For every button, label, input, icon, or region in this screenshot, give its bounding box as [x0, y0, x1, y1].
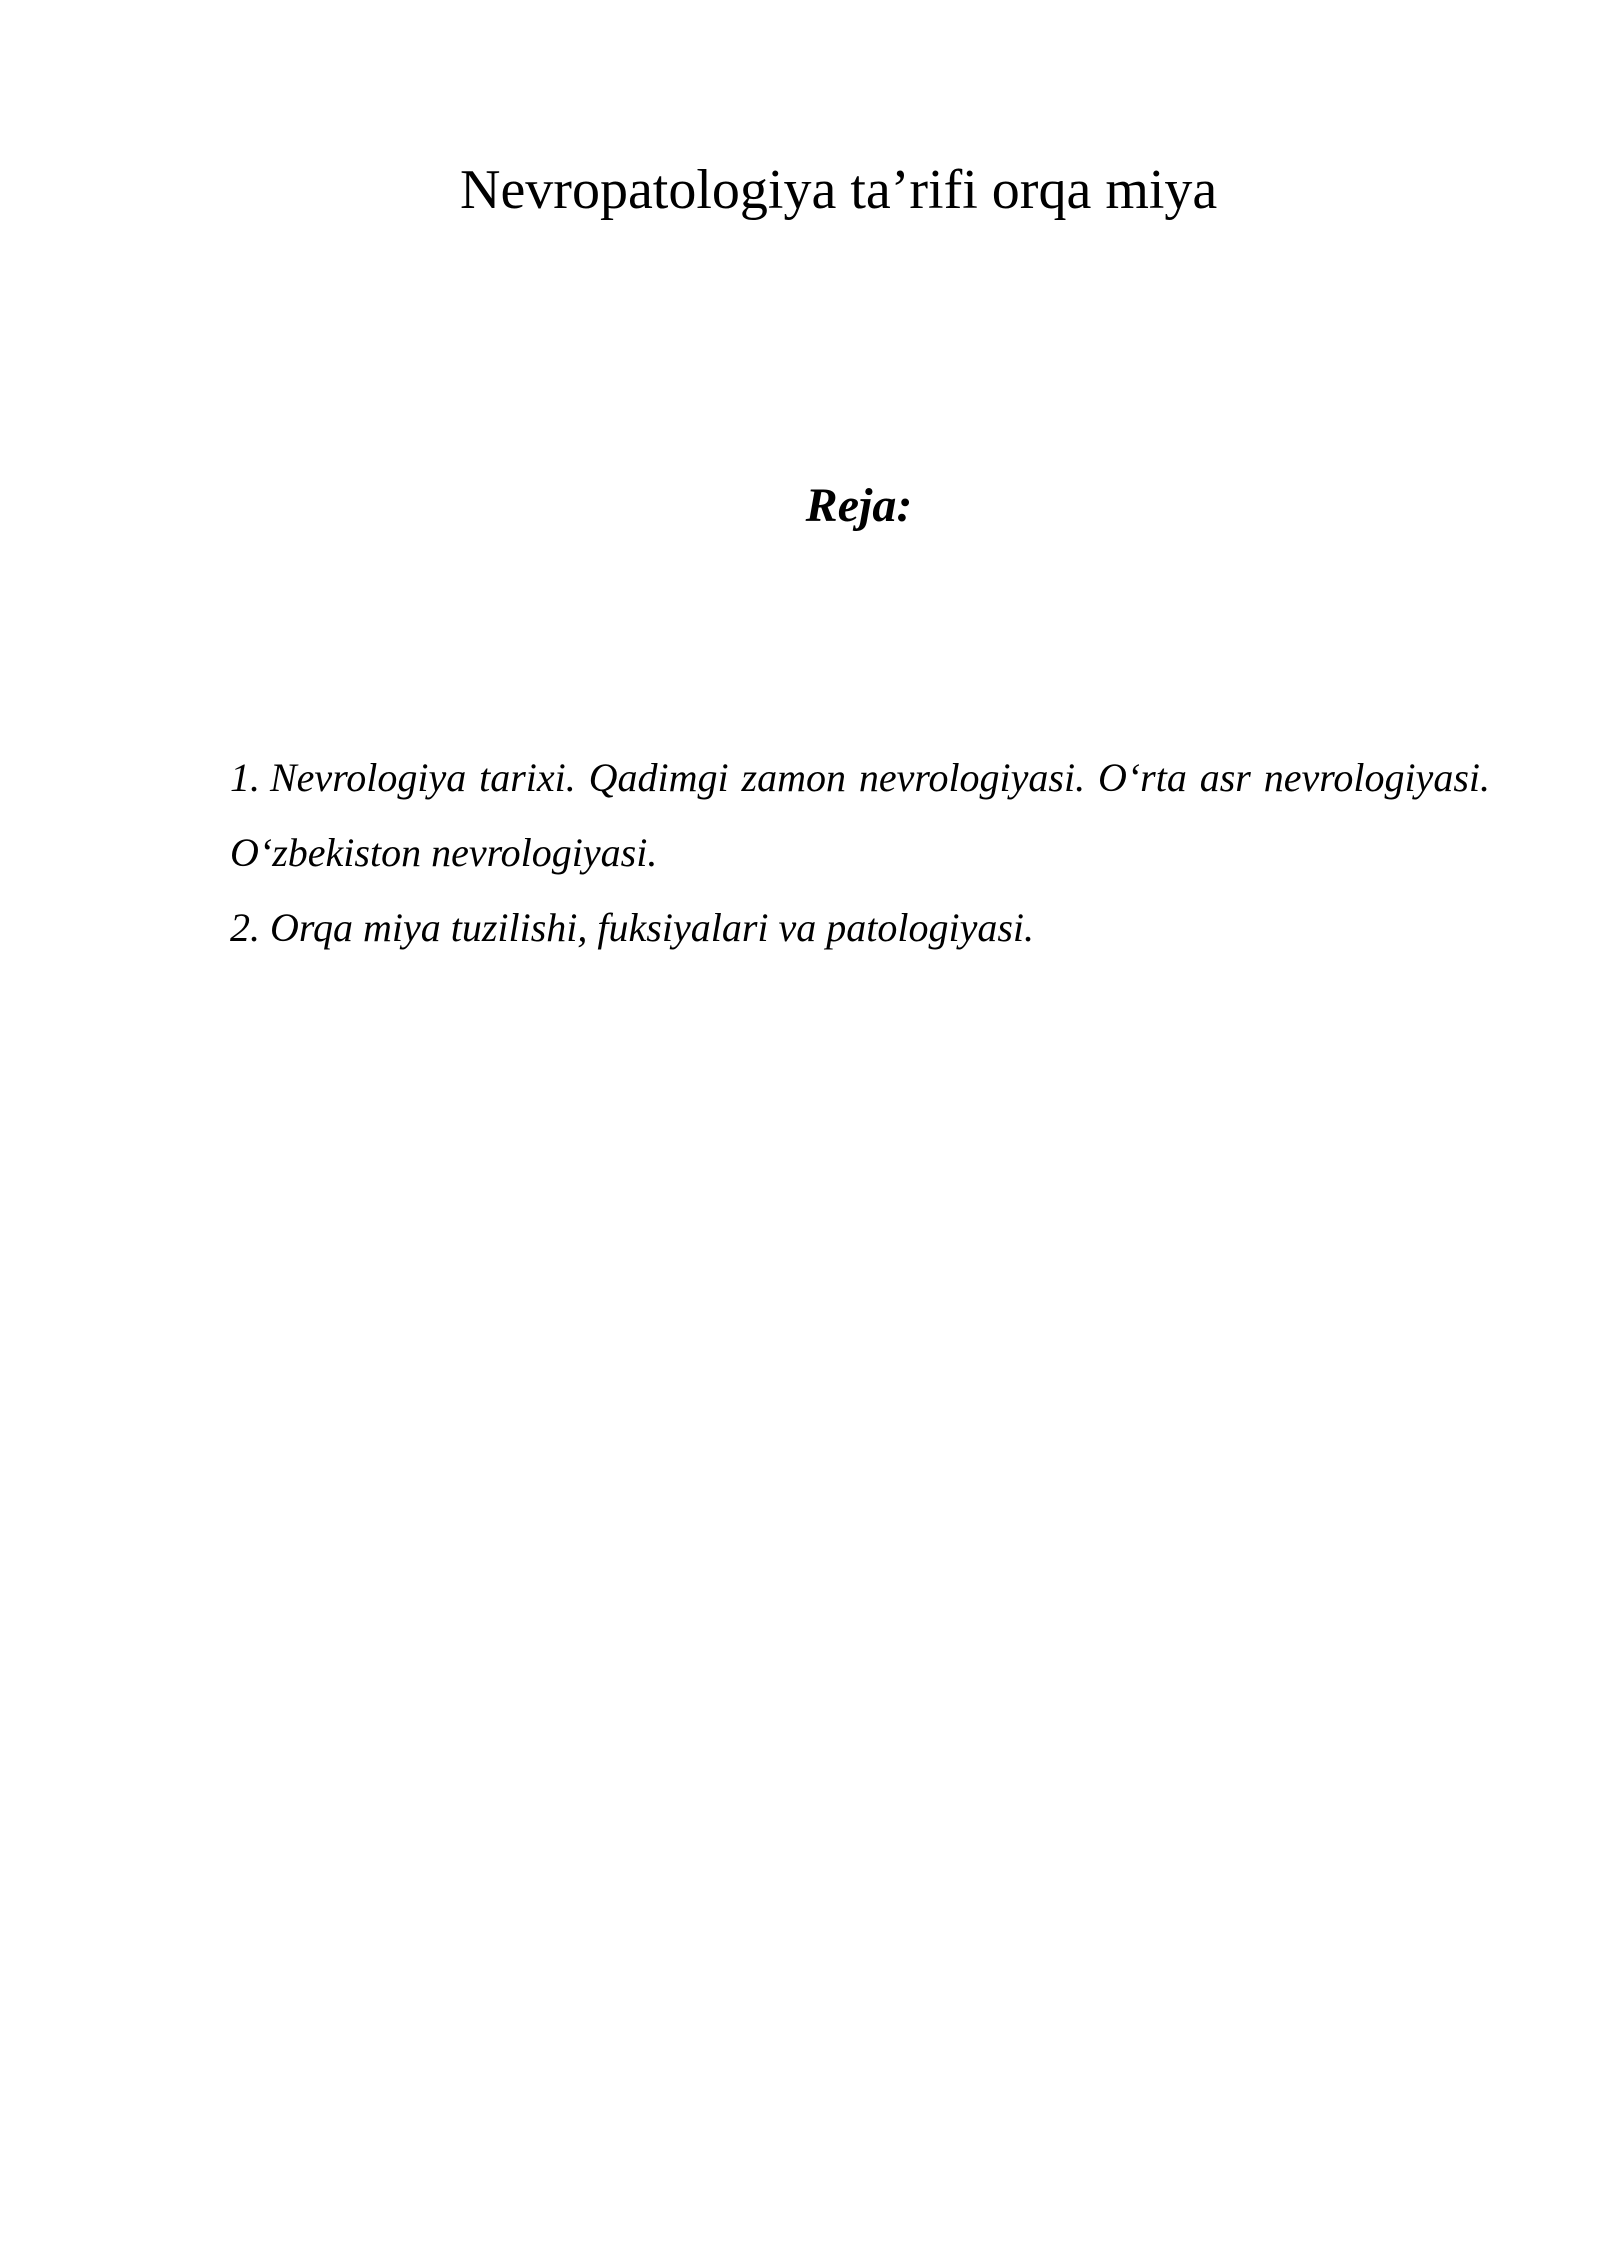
- plan-item-1: [230, 740, 1490, 890]
- plan-item-text: Orqa miya tuzilishi, fuksiyalari va patologiyasi.: [270, 905, 1035, 950]
- plan-heading: Reja:: [805, 479, 913, 532]
- document-title: Nevropatologiya ta’rifi orqa miya: [460, 159, 1218, 221]
- plan-list: [230, 740, 1490, 965]
- plan-item-number: 1.: [230, 755, 260, 800]
- plan-item-number: 2.: [230, 905, 260, 950]
- plan-item-2: [230, 890, 1490, 965]
- plan-heading-container: [700, 470, 1018, 542]
- plan-item-text: Nevrologiya tarixi. Qadimgi zamon nevrologiyasi. O‘rta asr nevrologiyasi. O‘zbekiston nevrologiyasi.: [230, 755, 1490, 875]
